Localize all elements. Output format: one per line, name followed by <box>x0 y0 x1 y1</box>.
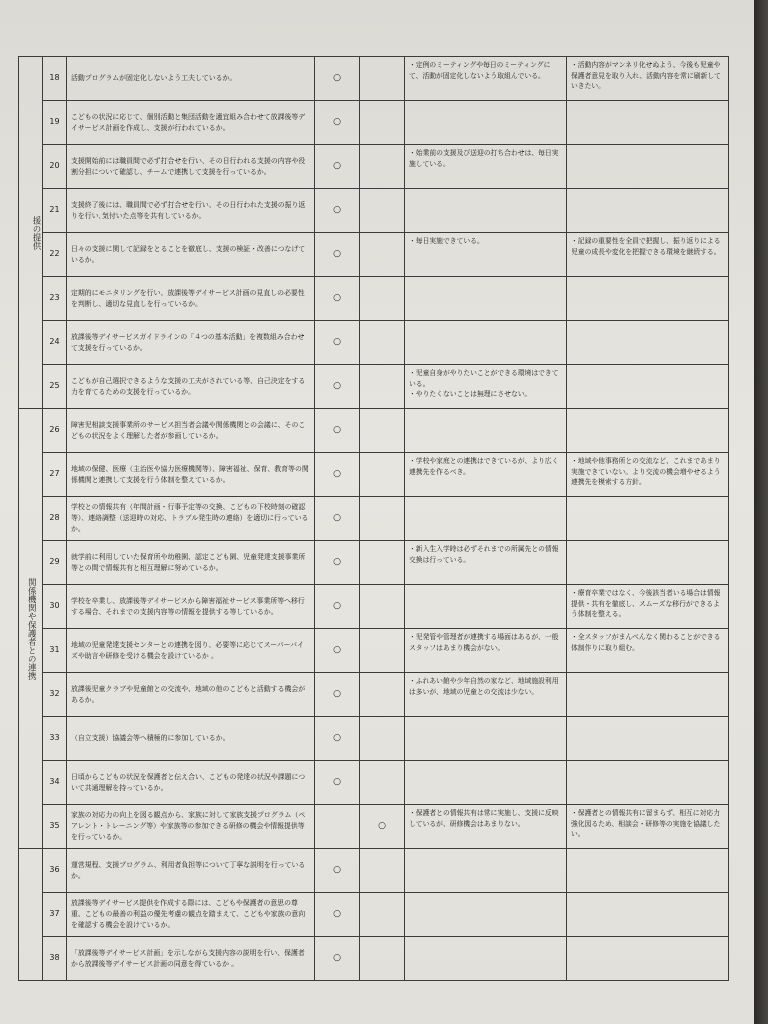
staff-yes-mark: ○ <box>315 101 360 145</box>
table-row <box>19 849 729 893</box>
row-number: 24 <box>43 321 67 365</box>
staff-no-mark <box>360 453 405 497</box>
question-text: 就学前に利用していた保育所や幼稚園、認定こども園、児童発達支援事業所等との間で情報共有と相互理解に努めているか。 <box>67 541 315 585</box>
staff-yes-mark: ○ <box>315 629 360 673</box>
status-comment <box>405 893 567 937</box>
row-number: 25 <box>43 365 67 409</box>
row-number: 38 <box>43 937 67 981</box>
question-text: 学校を卒業し、放課後等デイサービスから障害福祉サービス事業所等へ移行する場合、それまでの支援内容等の情報を提供する等しているか。 <box>67 585 315 629</box>
question-text: 障害児相談支援事業所のサービス担当者会議や関係機関との会議に、そのこどもの状況をよく理解した者が参画しているか。 <box>67 409 315 453</box>
staff-no-mark <box>360 497 405 541</box>
table-row <box>19 497 729 541</box>
staff-yes-mark: ○ <box>315 145 360 189</box>
improvement-comment <box>567 673 729 717</box>
question-text: 地域の保健、医療（主治医や協力医療機関等）、障害福祉、保育、教育等の関係機関と連携して支援を行う体制を整えているか。 <box>67 453 315 497</box>
table-row <box>19 673 729 717</box>
improvement-comment: ・活動内容がマンネリ化せぬよう、今後も児童や保護者意見を取り入れ、活動内容を常に刷新していきたい。 <box>567 57 729 101</box>
staff-yes-mark: ○ <box>315 321 360 365</box>
status-comment: ・定例のミーティングや毎日のミーティングにて、活動が固定化しないよう取組んでいる。 <box>405 57 567 101</box>
staff-yes-mark: ○ <box>315 57 360 101</box>
staff-no-mark <box>360 321 405 365</box>
status-comment <box>405 101 567 145</box>
status-comment <box>405 497 567 541</box>
section-label-relations: 関係機関や保護者との連携 <box>19 409 43 849</box>
staff-yes-mark: ○ <box>315 937 360 981</box>
improvement-comment <box>567 761 729 805</box>
question-text: 運営規程、支援プログラム、利用者負担等について丁寧な説明を行っているか。 <box>67 849 315 893</box>
staff-no-mark <box>360 849 405 893</box>
staff-yes-mark: ○ <box>315 673 360 717</box>
status-comment: ・保護者との情報共有は常に実施し、支援に反映しているが、研修機会はあまりない。 <box>405 805 567 849</box>
row-number: 20 <box>43 145 67 189</box>
staff-no-mark <box>360 277 405 321</box>
staff-yes-mark: ○ <box>315 409 360 453</box>
status-comment: ・始業前の支援及び送迎の打ち合わせは、毎日実施している。 <box>405 145 567 189</box>
row-number: 21 <box>43 189 67 233</box>
staff-no-mark: ○ <box>360 805 405 849</box>
status-comment: ・児発管や管理者が連携する場面はあるが、一般スタッフはあまり機会がない。 <box>405 629 567 673</box>
status-comment <box>405 761 567 805</box>
improvement-comment <box>567 849 729 893</box>
row-number: 31 <box>43 629 67 673</box>
improvement-comment <box>567 365 729 409</box>
status-comment: ・新入生入学時は必ずそれまでの所属先との情報交換は行っている。 <box>405 541 567 585</box>
question-text: 地域の児童発達支援センターとの連携を図り、必要等に応じてスーパーバイズや助言や研修を受ける機会を設けているか 。 <box>67 629 315 673</box>
improvement-comment <box>567 189 729 233</box>
row-number: 33 <box>43 717 67 761</box>
staff-yes-mark <box>315 805 360 849</box>
question-text: 日々の支援に関して記録をとることを徹底し、支援の検証・改善につなげているか。 <box>67 233 315 277</box>
improvement-comment <box>567 893 729 937</box>
question-text: 放課後等デイサービス提供を作成する際には、こどもや保護者の意思の尊重、こどもの最善の利益の優先考慮の観点を踏まえて、こどもや家族の意向を確認する機会を設けているか。 <box>67 893 315 937</box>
staff-no-mark <box>360 629 405 673</box>
status-comment <box>405 321 567 365</box>
table-row <box>19 893 729 937</box>
staff-no-mark <box>360 937 405 981</box>
staff-yes-mark: ○ <box>315 541 360 585</box>
staff-no-mark <box>360 673 405 717</box>
question-text: 放課後児童クラブや児童館との交流や、地域の他のこどもと活動する機会があるか。 <box>67 673 315 717</box>
staff-yes-mark: ○ <box>315 365 360 409</box>
table-row <box>19 365 729 409</box>
staff-no-mark <box>360 585 405 629</box>
question-text: 日頃からこどもの状況を保護者と伝え合い、こどもの発達の状況や課題について共通理解を持っているか。 <box>67 761 315 805</box>
question-text: 定期的にモニタリングを行い、放課後等デイサービス計画の見直しの必要性を判断し、適切な見直しを行っているか。 <box>67 277 315 321</box>
table-row <box>19 585 729 629</box>
question-text: こどもの状況に応じて、個別活動と集団活動を適宜組み合わせて放課後等デイサービス計画を作成し、支援が行われているか。 <box>67 101 315 145</box>
table-row <box>19 189 729 233</box>
row-number: 27 <box>43 453 67 497</box>
row-number: 29 <box>43 541 67 585</box>
status-comment <box>405 189 567 233</box>
question-text: 支援終了後には、職員間で必ず打合せを行い、その日行われた支援の振り返りを行い､気付いた点等を共有しているか。 <box>67 189 315 233</box>
status-comment <box>405 409 567 453</box>
staff-yes-mark: ○ <box>315 233 360 277</box>
staff-no-mark <box>360 233 405 277</box>
improvement-comment <box>567 717 729 761</box>
table-row <box>19 145 729 189</box>
staff-no-mark <box>360 189 405 233</box>
staff-no-mark <box>360 893 405 937</box>
staff-yes-mark: ○ <box>315 453 360 497</box>
table-row <box>19 937 729 981</box>
improvement-comment: ・保護者との情報共有に留まらず、相互に対応力強化図るため、相談会・研修等の実施を協議したい。 <box>567 805 729 849</box>
question-text: 支援開始前には職員間で必ず打合せを行い、その日行われる支援の内容や役割分担について確認し、チームで連携して支援を行っているか。 <box>67 145 315 189</box>
desk-edge <box>754 0 768 1024</box>
improvement-comment <box>567 409 729 453</box>
improvement-comment <box>567 937 729 981</box>
row-number: 36 <box>43 849 67 893</box>
row-number: 34 <box>43 761 67 805</box>
staff-no-mark <box>360 145 405 189</box>
staff-no-mark <box>360 717 405 761</box>
row-number: 28 <box>43 497 67 541</box>
staff-yes-mark: ○ <box>315 761 360 805</box>
table-row <box>19 541 729 585</box>
row-number: 37 <box>43 893 67 937</box>
table-row <box>19 629 729 673</box>
status-comment <box>405 277 567 321</box>
staff-no-mark <box>360 101 405 145</box>
status-comment <box>405 937 567 981</box>
evaluation-table <box>18 56 729 981</box>
improvement-comment <box>567 541 729 585</box>
staff-no-mark <box>360 409 405 453</box>
question-text: （自立支援）協議会等へ積極的に参加しているか。 <box>67 717 315 761</box>
status-comment: ・ふれあい館や少年自然の家など、地域施設利用は多いが、地域の児童との交流は少ない。 <box>405 673 567 717</box>
row-number: 32 <box>43 673 67 717</box>
table-row <box>19 761 729 805</box>
question-text: 家族の対応力の向上を図る観点から、家族に対して家族支援プログラム（ペアレント・トレーニング等）や家族等の参加できる研修の機会や情報提供等を行っているか。 <box>67 805 315 849</box>
table-row <box>19 453 729 497</box>
row-number: 23 <box>43 277 67 321</box>
table-row <box>19 409 729 453</box>
staff-no-mark <box>360 365 405 409</box>
improvement-comment <box>567 101 729 145</box>
table-row <box>19 101 729 145</box>
status-comment <box>405 585 567 629</box>
table-row <box>19 57 729 101</box>
staff-yes-mark: ○ <box>315 893 360 937</box>
question-text: 活動プログラムが固定化しないよう工夫しているか。 <box>67 57 315 101</box>
table-row <box>19 321 729 365</box>
question-text: こどもが自己選択できるような支援の工夫がされている等、自己決定をする力を育てるための支援を行っているか。 <box>67 365 315 409</box>
section-label-service: 援の提供 <box>19 57 43 409</box>
row-number: 19 <box>43 101 67 145</box>
improvement-comment: ・療育卒業ではなく、今後該当者いる場合は情報提供・共有を徹底し、スムーズな移行ができるよう体制を整える。 <box>567 585 729 629</box>
status-comment <box>405 717 567 761</box>
staff-yes-mark: ○ <box>315 585 360 629</box>
staff-yes-mark: ○ <box>315 277 360 321</box>
improvement-comment <box>567 145 729 189</box>
improvement-comment <box>567 497 729 541</box>
improvement-comment <box>567 277 729 321</box>
staff-yes-mark: ○ <box>315 717 360 761</box>
table-row <box>19 277 729 321</box>
status-comment: ・学校や家庭との連携はできているが、より広く連携先を作るべき。 <box>405 453 567 497</box>
status-comment: ・児童自身がやりたいことができる環境はできている。 ・やりたくないことは無理にさせない。 <box>405 365 567 409</box>
evaluation-table-body <box>19 57 729 981</box>
question-text: 学校との情報共有（年間計画・行事予定等の交換、こどもの下校時刻の確認等）、連絡調整（送迎時の対応、トラブル発生時の連絡）を適切に行っているか。 <box>67 497 315 541</box>
staff-yes-mark: ○ <box>315 497 360 541</box>
row-number: 30 <box>43 585 67 629</box>
row-number: 35 <box>43 805 67 849</box>
question-text: 「放課後等デイサービス計画」を示しながら支援内容の説明を行い、保護者から放課後等デイサービス計画の同意を得ているか 。 <box>67 937 315 981</box>
staff-yes-mark: ○ <box>315 849 360 893</box>
section-label-blank <box>19 849 43 981</box>
staff-no-mark <box>360 541 405 585</box>
question-text: 放課後等デイサービスガイドラインの「４つの基本活動」を複数組み合わせて支援を行っているか。 <box>67 321 315 365</box>
staff-no-mark <box>360 57 405 101</box>
status-comment: ・毎日実施できている。 <box>405 233 567 277</box>
improvement-comment: ・全スタッフがまんべんなく関わることができる体制作りに取り組む。 <box>567 629 729 673</box>
improvement-comment <box>567 321 729 365</box>
improvement-comment: ・記録の重要性を全員で把握し、振り返りによる児童の成長や変化を把握できる環境を継続する。 <box>567 233 729 277</box>
table-row <box>19 805 729 849</box>
row-number: 18 <box>43 57 67 101</box>
status-comment <box>405 849 567 893</box>
row-number: 26 <box>43 409 67 453</box>
staff-no-mark <box>360 761 405 805</box>
table-row <box>19 233 729 277</box>
staff-yes-mark: ○ <box>315 189 360 233</box>
improvement-comment: ・地域や他事務所との交流など、これまであまり実施できていない。より交流の機会増やせるよう連携先を模索する方針。 <box>567 453 729 497</box>
table-row <box>19 717 729 761</box>
row-number: 22 <box>43 233 67 277</box>
